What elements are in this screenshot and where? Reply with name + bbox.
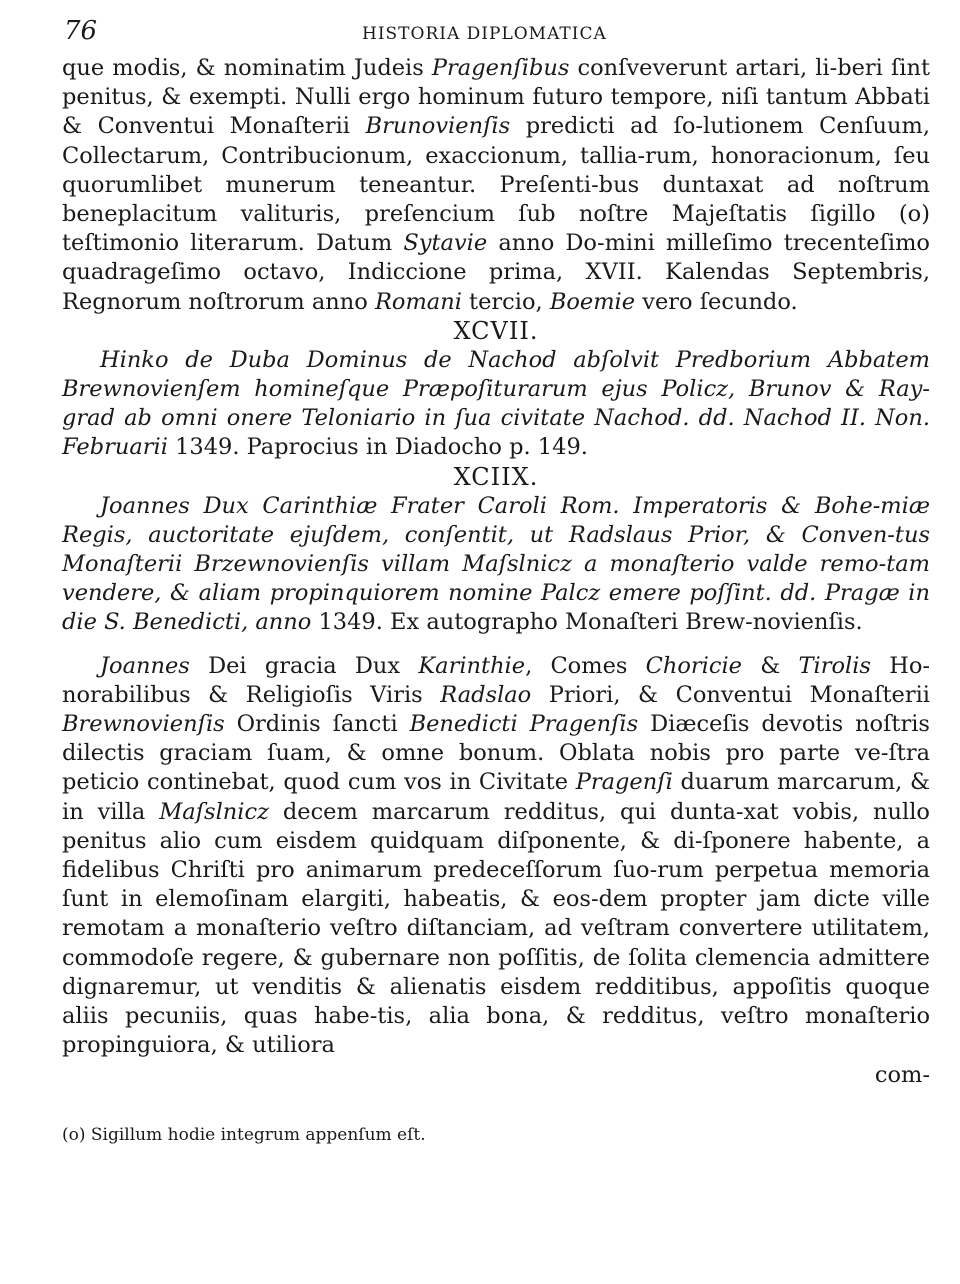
italic-run: Sytavie xyxy=(403,230,488,257)
summary-year: 1349. xyxy=(175,434,240,461)
page-number: 76 xyxy=(64,16,98,46)
text-run: Dei gracia Dux xyxy=(189,652,419,679)
italic-run: Brewnovienſis xyxy=(62,711,225,738)
text-run: Diæceſis devotis noſtris dilectis graciam ſuam, & omne bonum. Oblata nobis pro parte ve-ſtra peticio continebat, quod cum vos in Civitate xyxy=(62,711,930,796)
italic-run: Maſslnicz xyxy=(159,798,269,825)
document-number-xcix: XCIIX. xyxy=(453,462,539,491)
text-run: tercio, xyxy=(461,288,550,315)
italic-run: Brunovienſis xyxy=(365,113,511,140)
text-run: predicti ad ſo-lutionem Cenſuum, Collectarum, Contribucionum, exaccionum, tallia-rum, honoracionum, ſeu quorumlibet munerum teneantur. Preſenti-bus duntaxat ad noſtrum beneplacitum valituris, preſencium ſub noſtre Majeſtatis ſigillo (o) teſtimonio literarum. Datum xyxy=(62,113,931,257)
italic-run: Pragenſi xyxy=(575,769,673,796)
document-summary-xcix xyxy=(62,492,930,638)
summary-text: Joannes Dux Carinthiæ Frater Caroli Rom. Imperatoris & Bohe-miæ Regis, auctoritate ejuſdem, conſentit, ut Radslaus Prior, & Conven-tus Monaſterii Brzewnovienſis villam Maſslnicz a monaſterio valde remo-tam vendere, & aliam propinquiorem nomine Palcz emere poſſint. dd. Pragæ in die S. Benedicti, anno xyxy=(62,492,930,636)
continuation-paragraph xyxy=(62,54,930,317)
text-run: , Comes xyxy=(525,652,646,679)
italic-run: Tirolis xyxy=(798,652,871,679)
footnote-marker: (o) xyxy=(62,1125,86,1145)
text-run: anno Do-mini milleſimo trecenteſimo quadrageſimo octavo, Indiccione prima, XVII. Kalendas Septembris, Regnorum noſtrorum anno xyxy=(62,230,930,315)
summary-source: Ex autographo Monaſteri Brew-novienſis. xyxy=(382,609,863,636)
letter-paragraph xyxy=(62,652,930,1061)
text-run: & xyxy=(742,652,799,679)
italic-run: Pragenſibus xyxy=(431,55,570,81)
main-text xyxy=(62,54,930,1090)
text-run: Ordinis ſancti xyxy=(224,711,410,738)
summary-text: Hinko de Duba Dominus de Nachod abſolvit Predborium Abbatem Brewnovienſem homineſque Præpoſiturarum ejus Policz, Brunov & Ray-grad ab omni onere Teloniario in ſua civitate Nachod. dd. Nachod II. Non. Februarii xyxy=(62,346,930,461)
text-run: decem marcarum redditus, qui dunta-xat vobis, nullo penitus alio cum eisdem quidquam diſponente, & di-ſponere habente, a fidelibus Chriſti pro animarum predeceſſorum ſuo-rum perpetua memoria ſunt in elemoſinam elargiti, habeatis, & eos-dem propter jam dicte ville remotam a monaſterio veſtro diſtanciam, ad veſtram convertere utilitatem, commodoſe regere, & gubernare non poſſitis, de ſolita clemencia admittere dignaremur, ut venditis & alienatis eisdem redditibus, appoſitis quoque aliis pecuniis, quas habe-tis, alia bona, & redditus, veſtro monaſterio propinguiora, & utiliora xyxy=(62,798,930,1059)
page-header xyxy=(62,16,932,50)
italic-run: Choricie xyxy=(645,652,742,679)
text-run: que modis, & nominatim Judeis xyxy=(62,55,432,81)
summary-source: Paprocius in Diadocho p. 149. xyxy=(239,434,588,461)
italic-run: Boemie xyxy=(549,288,636,315)
text-run: Priori, & Conventui Monaſterii xyxy=(531,681,930,708)
text-run: duarum marcarum, & in villa xyxy=(62,769,931,825)
text-run: conſveverunt artari, li-beri ſint penitus, & exempti. Nulli ergo hominum futuro tempore, niſi tantum Abbati & Conventui Monaſterii xyxy=(62,55,931,140)
text-run: vero ſecundo. xyxy=(635,288,798,315)
text-run: Ho-norabilibus & Religioſis Viris xyxy=(62,652,930,708)
italic-run: Romani xyxy=(374,288,462,315)
italic-run: Benedicti Pragenſis xyxy=(409,711,639,738)
running-title: HISTORIA DIPLOMATICA xyxy=(362,24,607,44)
document-summary-xcvii xyxy=(62,346,930,463)
italic-run: Joannes xyxy=(100,652,190,679)
footnote-text: Sigillum hodie integrum appenſum eſt. xyxy=(85,1125,426,1145)
document-number-xcvii: XCVII. xyxy=(453,316,539,345)
footnote xyxy=(62,1124,930,1146)
italic-run: Karinthie xyxy=(418,652,526,679)
summary-year: 1349. xyxy=(318,609,383,636)
italic-run: Radslao xyxy=(440,681,532,708)
catchword: com- xyxy=(874,1061,930,1088)
